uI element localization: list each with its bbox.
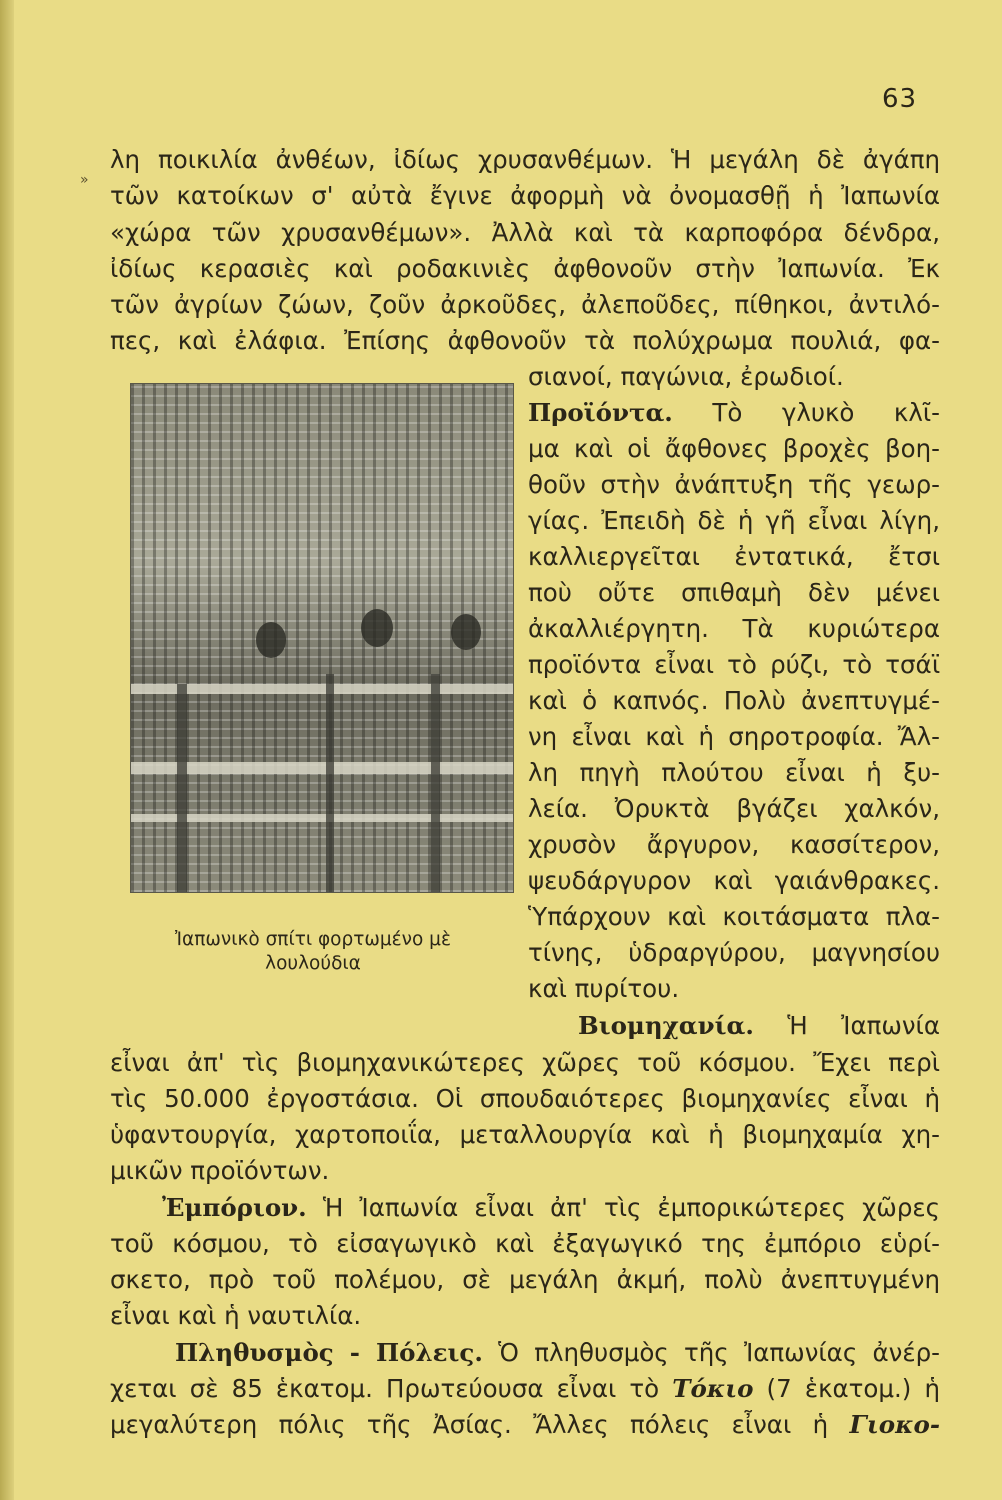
figure-caption bbox=[118, 928, 508, 976]
text-line: τῶν κατοίκων σ' αὐτὰ ἔγινε ἀφορμὴ νὰ ὀνομασθῇ ἡ Ἰαπωνία bbox=[110, 181, 940, 210]
section-heading-industry: Βιομηχανία. bbox=[578, 1011, 754, 1040]
text-line: ψευδάργυρον καὶ γαιάνθρακες. bbox=[528, 866, 940, 895]
text-line: καὶ πυρίτου. bbox=[528, 974, 680, 1003]
photo-beam bbox=[131, 814, 513, 822]
photo-figure bbox=[451, 614, 481, 650]
text-line: τὶς 50.000 ἐργοστάσια. Οἱ σπουδαιότερες βιομηχανίες εἶναι ἡ bbox=[110, 1084, 940, 1113]
text-line: λη πηγὴ πλούτου εἶναι ἡ ξυ- bbox=[528, 758, 940, 787]
page-binding-edge bbox=[0, 0, 14, 1500]
text-line: λη ποικιλία ἀνθέων, ἰδίως χρυσανθέμων. Ἡ μεγάλη δὲ ἀγάπη bbox=[110, 145, 940, 174]
text-fragment: Ἡ Ἰαπωνία bbox=[787, 1011, 940, 1040]
photo-post bbox=[431, 674, 440, 892]
city-name-tokyo: Τόκιο bbox=[672, 1374, 754, 1403]
photo-beam bbox=[131, 762, 513, 774]
photo-post bbox=[177, 684, 187, 892]
text-line: πες, καὶ ἐλάφια. Ἐπίσης ἀφθονοῦν τὰ πολύχρωμα πουλιά, φα- bbox=[110, 326, 940, 355]
text-line bbox=[578, 1008, 940, 1044]
text-line bbox=[175, 1335, 940, 1371]
text-line: τῶν ἀγρίων ζώων, ζοῦν ἀρκοῦδες, ἀλεποῦδες, πίθηκοι, ἀντιλό- bbox=[110, 290, 940, 319]
caption-line: Ἰαπωνικὸ σπίτι φορτωμένο μὲ bbox=[175, 929, 451, 950]
text-line: μικῶν προϊόντων. bbox=[110, 1156, 330, 1185]
text-line: ἀκαλλιέργητη. Τὰ κυριώτερα bbox=[528, 614, 940, 643]
text-line: νη εἶναι καὶ ἡ σηροτροφία. Ἄλ- bbox=[528, 722, 940, 751]
text-line: χρυσὸν ἄργυρον, κασσίτερον, bbox=[528, 830, 940, 859]
text-line: καὶ ὁ καπνός. Πολὺ ἀνεπτυγμέ- bbox=[528, 686, 940, 715]
text-line: εἶναι ἀπ' τὶς βιομηχανικώτερες χῶρες τοῦ κόσμου. Ἔχει περὶ bbox=[110, 1048, 940, 1077]
section-heading-products: Προϊόντα. bbox=[528, 398, 673, 427]
margin-mark: » bbox=[80, 172, 89, 188]
text-line bbox=[528, 395, 940, 431]
text-line: ἰδίως κερασιὲς καὶ ροδακινιὲς ἀφθονοῦν στὴν Ἰαπωνία. Ἐκ bbox=[110, 254, 940, 283]
text-line: μα καὶ οἱ ἄφθονες βροχὲς βοη- bbox=[528, 434, 940, 463]
text-line: προϊόντα εἶναι τὸ ρύζι, τὸ τσάϊ bbox=[528, 650, 940, 679]
text-fragment: Τὸ γλυκὸ κλῖ- bbox=[712, 398, 940, 427]
text-line: «χώρα τῶν χρυσανθέμων». Ἀλλὰ καὶ τὰ καρποφόρα δένδρα, bbox=[110, 218, 940, 247]
text-line: εἶναι καὶ ἡ ναυτιλία. bbox=[110, 1301, 362, 1330]
caption-line: λουλούδια bbox=[265, 953, 361, 974]
page-number: 63 bbox=[882, 84, 918, 114]
text-line bbox=[110, 1371, 940, 1407]
text-line bbox=[110, 1407, 940, 1443]
text-line: Ὑπάρχουν καὶ κοιτάσματα πλα- bbox=[528, 902, 940, 931]
city-name-yokohama: Γιοκο- bbox=[849, 1410, 940, 1439]
text-line: ποὺ οὔτε σπιθαμὴ δὲν μένει bbox=[528, 578, 940, 607]
photo-figure bbox=[256, 622, 286, 658]
japanese-house-photo bbox=[130, 383, 514, 893]
section-heading-population: Πληθυσμὸς - Πόλεις. bbox=[175, 1338, 483, 1367]
photo-figure bbox=[361, 609, 393, 647]
text-line bbox=[162, 1190, 940, 1226]
text-line: τοῦ κόσμου, τὸ εἰσαγωγικὸ καὶ ἐξαγωγικό της ἐμπόριο εὑρί- bbox=[110, 1229, 940, 1258]
photo-post bbox=[326, 674, 334, 892]
text-fragment: χεται σὲ 85 ἑκατομ. Πρωτεύουσα εἶναι τὸ bbox=[110, 1374, 673, 1403]
text-fragment: Ἡ Ἰαπωνία εἶναι ἀπ' τὶς ἐμπορικώτερες χῶρες bbox=[322, 1193, 940, 1222]
text-line: θοῦν στὴν ἀνάπτυξη τῆς γεωρ- bbox=[528, 470, 940, 499]
text-line: σιανοί, παγώνια, ἐρωδιοί. bbox=[528, 362, 844, 391]
text-line: τίνης, ὑδραργύρου, μαγνησίου bbox=[528, 938, 940, 967]
photo-beam bbox=[131, 684, 513, 694]
section-heading-commerce: Ἐμπόριον. bbox=[162, 1193, 307, 1222]
text-fragment: μεγαλύτερη πόλις τῆς Ἀσίας. Ἄλλες πόλεις εἶναι ἡ bbox=[110, 1410, 850, 1439]
text-line: λεία. Ὀρυκτὰ βγάζει χαλκόν, bbox=[528, 794, 940, 823]
text-line: γίας. Ἐπειδὴ δὲ ἡ γῆ εἶναι λίγη, bbox=[528, 506, 940, 535]
text-fragment: Ὁ πληθυσμὸς τῆς Ἰαπωνίας ἀνέρ- bbox=[498, 1338, 940, 1367]
text-fragment: (7 ἑκατομ.) ἡ bbox=[753, 1374, 940, 1403]
text-line: καλλιεργεῖται ἐντατικά, ἔτσι bbox=[528, 542, 940, 571]
text-line: ὑφαντουργία, χαρτοποιΐα, μεταλλουργία καὶ ἡ βιομηχαμία χη- bbox=[110, 1120, 940, 1149]
text-line: σκετο, πρὸ τοῦ πολέμου, σὲ μεγάλη ἀκμή, πολὺ ἀνεπτυγμένη bbox=[110, 1265, 940, 1294]
